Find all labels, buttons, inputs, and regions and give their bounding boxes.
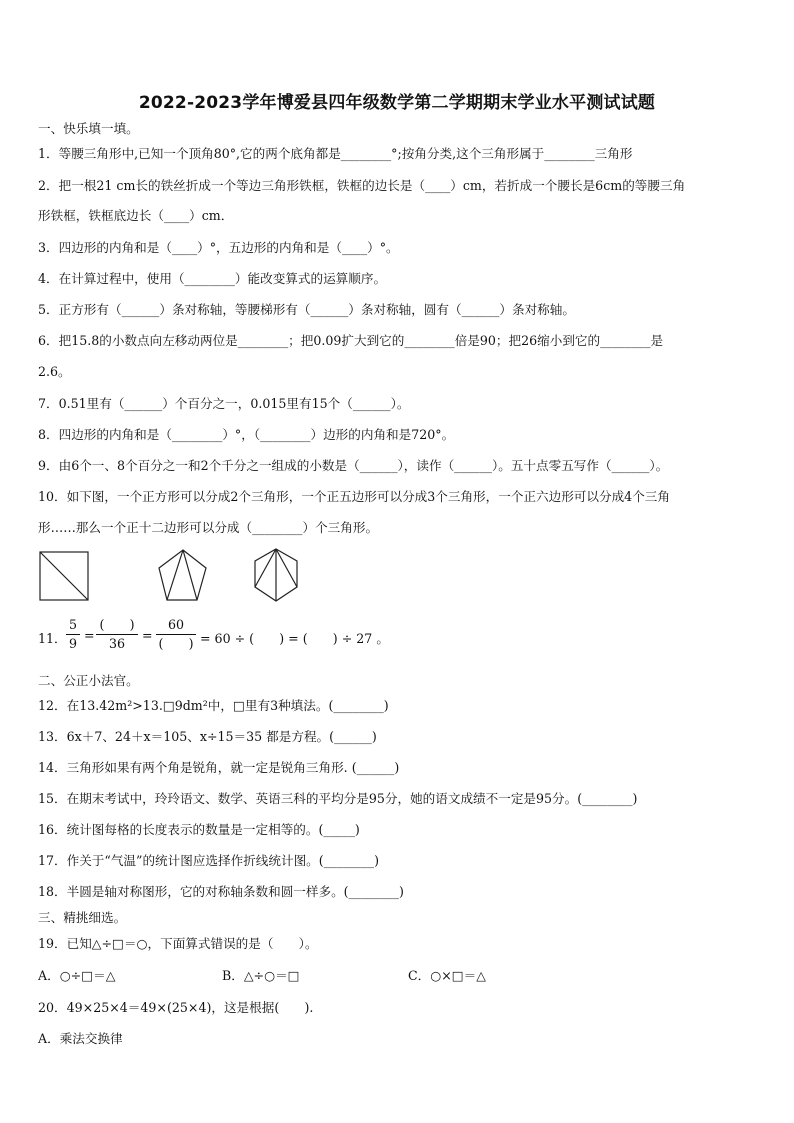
section-heading-3: 三、精挑细选。 (38, 910, 127, 925)
fraction-2 (96, 616, 138, 653)
fraction-2-numerator: ( ) (99, 617, 135, 632)
fraction-3-numerator: 60 (167, 617, 185, 632)
page-title: 2022-2023学年博爱县四年级数学第二学期期末学业水平测试试题 (138, 93, 656, 113)
square-figure (40, 552, 88, 600)
question-6-line-1: 6．把15.8的小数点向左移动两位是________；把0.09扩大到它的________倍是90；把26缩小到它的________是 (38, 333, 664, 348)
fraction-3 (156, 616, 196, 653)
fraction-3-denominator: ( ) (158, 636, 194, 651)
question-2-line-2: 形铁框，铁框底边长（____）cm． (38, 208, 234, 223)
question-11-tail: = 60 ÷ ( ) = ( ) ÷ 27 。 (200, 631, 389, 646)
question-4: 4．在计算过程中，使用（________）能改变算式的运算顺序。 (38, 271, 387, 286)
question-14: 14．三角形如果有两个角是锐角，就一定是锐角三角形. (______) (38, 760, 400, 775)
question-19-option-c: C．○×□＝△ (408, 968, 486, 983)
question-2-line-1: 2．把一根21 cm长的铁丝折成一个等边三角形铁框，铁框的边长是（____）cm，若折成一个腰长是6cm的等腰三角 (38, 178, 686, 193)
question-6-line-2: 2.6。 (38, 364, 71, 379)
question-13: 13．6x＋7、24＋x＝105、x÷15＝35 都是方程。(______) (38, 729, 377, 744)
section-heading-1: 一、快乐填一填。 (38, 121, 139, 136)
question-5: 5．正方形有（______）条对称轴，等腰梯形有（______）条对称轴，圆有（______）条对称轴。 (38, 302, 575, 317)
question-12: 12．在13.42m²>13.□9dm²中，□里有3种填法。(________) (38, 698, 389, 713)
question-20-option-a: A．乘法交换律 (38, 1031, 123, 1046)
polygon-division-figures (38, 548, 308, 604)
fraction-1 (66, 616, 80, 653)
question-10-line-1: 10．如下图，一个正方形可以分成2个三角形，一个正五边形可以分成3个三角形，一个正六边形可以分成4个三角 (38, 489, 670, 504)
question-20-stem: 20．49×25×4＝49×(25×4)，这是根据( ). (38, 1000, 314, 1015)
question-3: 3．四边形的内角和是（____）°，五边形的内角和是（____）°。 (38, 240, 399, 255)
question-11 (38, 614, 438, 660)
question-15: 15．在期末考试中，玲玲语文、数学、英语三科的平均分是95分，她的语文成绩不一定是95分。(________) (38, 791, 638, 806)
question-1: 1．等腰三角形中,已知一个顶角80°,它的两个底角都是________°;按角分类,这个三角形属于________三角形 (38, 146, 633, 161)
question-10-line-2: 形……那么一个正十二边形可以分成（________）个三角形。 (38, 520, 379, 535)
question-19-stem: 19．已知△÷□＝○，下面算式错误的是（ ）。 (38, 936, 318, 951)
equals-sign-2: = (142, 628, 153, 643)
question-11-label: 11． (38, 631, 67, 646)
pentagon-figure (159, 550, 206, 600)
equals-sign-1: = (84, 628, 95, 643)
question-7: 7．0.51里有（______）个百分之一，0.015里有15个（______）。 (38, 396, 410, 411)
fraction-1-numerator: 5 (68, 617, 77, 632)
question-16: 16．统计图每格的长度表示的数量是一定相等的。(_____) (38, 822, 360, 837)
hexagon-figure (255, 549, 297, 601)
question-18: 18．半圆是轴对称图形，它的对称轴条数和圆一样多。(________) (38, 884, 404, 899)
fraction-1-denominator: 9 (68, 636, 77, 651)
question-17: 17．作关于“气温”的统计图应选择作折线统计图。(________) (38, 853, 379, 868)
question-8: 8．四边形的内角和是（________）°，（________）边形的内角和是720°。 (38, 427, 455, 442)
question-19-option-a: A．○÷□＝△ (38, 968, 116, 983)
question-9: 9．由6个一、8个百分之一和2个千分之一组成的小数是（______），读作（______）。五十点零五写作（______）。 (38, 458, 669, 473)
question-19-option-b: B．△÷○＝□ (222, 968, 300, 983)
section-heading-2: 二、公正小法官。 (38, 673, 139, 688)
fraction-2-denominator: 36 (108, 636, 126, 651)
